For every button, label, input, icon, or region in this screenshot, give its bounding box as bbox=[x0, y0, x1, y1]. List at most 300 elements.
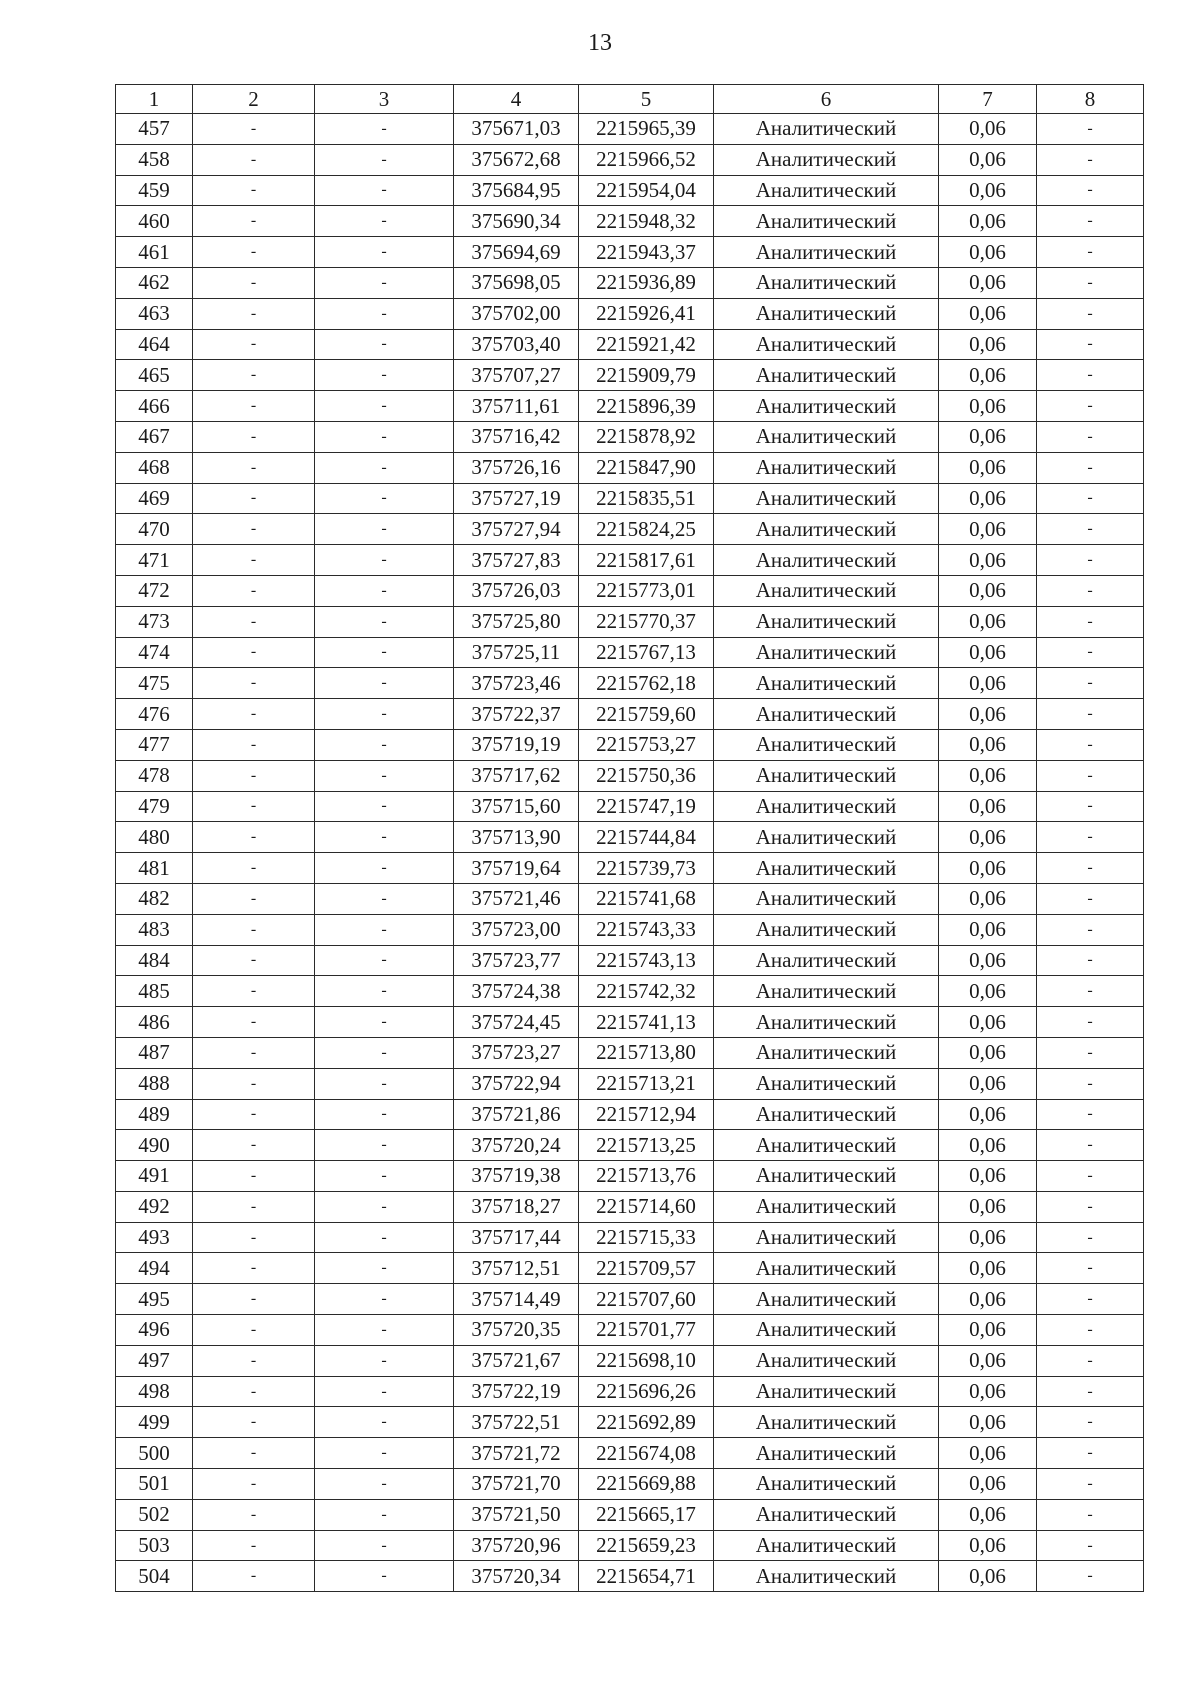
x-coordinate-cell: 375722,19 bbox=[454, 1376, 579, 1407]
table-row bbox=[116, 1161, 1144, 1192]
col3-cell: - bbox=[315, 1499, 454, 1530]
col8-cell: - bbox=[1037, 545, 1144, 576]
col8-cell: - bbox=[1037, 760, 1144, 791]
point-number-cell: 501 bbox=[116, 1469, 193, 1500]
method-cell: Аналитический bbox=[714, 668, 939, 699]
col2-cell: - bbox=[193, 298, 315, 329]
accuracy-cell: 0,06 bbox=[939, 760, 1037, 791]
col3-cell: - bbox=[315, 699, 454, 730]
x-coordinate-cell: 375721,86 bbox=[454, 1099, 579, 1130]
table-row bbox=[116, 1099, 1144, 1130]
col8-cell: - bbox=[1037, 452, 1144, 483]
col3-cell: - bbox=[315, 1130, 454, 1161]
method-cell: Аналитический bbox=[714, 883, 939, 914]
accuracy-cell: 0,06 bbox=[939, 1284, 1037, 1315]
col8-cell: - bbox=[1037, 945, 1144, 976]
table-row bbox=[116, 421, 1144, 452]
col2-cell: - bbox=[193, 329, 315, 360]
method-cell: Аналитический bbox=[714, 514, 939, 545]
x-coordinate-cell: 375698,05 bbox=[454, 267, 579, 298]
accuracy-cell: 0,06 bbox=[939, 914, 1037, 945]
x-coordinate-cell: 375711,61 bbox=[454, 391, 579, 422]
method-cell: Аналитический bbox=[714, 729, 939, 760]
col8-cell: - bbox=[1037, 1345, 1144, 1376]
col8-cell: - bbox=[1037, 1130, 1144, 1161]
table-row bbox=[116, 1376, 1144, 1407]
col2-cell: - bbox=[193, 483, 315, 514]
col8-cell: - bbox=[1037, 1222, 1144, 1253]
x-coordinate-cell: 375720,35 bbox=[454, 1315, 579, 1346]
col3-cell: - bbox=[315, 1561, 454, 1592]
col8-cell: - bbox=[1037, 729, 1144, 760]
accuracy-cell: 0,06 bbox=[939, 945, 1037, 976]
method-cell: Аналитический bbox=[714, 144, 939, 175]
accuracy-cell: 0,06 bbox=[939, 729, 1037, 760]
x-coordinate-cell: 375720,34 bbox=[454, 1561, 579, 1592]
col2-cell: - bbox=[193, 637, 315, 668]
table-row bbox=[116, 144, 1144, 175]
point-number-cell: 488 bbox=[116, 1068, 193, 1099]
y-coordinate-cell: 2215926,41 bbox=[579, 298, 714, 329]
method-cell: Аналитический bbox=[714, 1161, 939, 1192]
col2-cell: - bbox=[193, 175, 315, 206]
accuracy-cell: 0,06 bbox=[939, 175, 1037, 206]
method-cell: Аналитический bbox=[714, 945, 939, 976]
y-coordinate-cell: 2215762,18 bbox=[579, 668, 714, 699]
col8-cell: - bbox=[1037, 1376, 1144, 1407]
point-number-cell: 480 bbox=[116, 822, 193, 853]
y-coordinate-cell: 2215713,25 bbox=[579, 1130, 714, 1161]
accuracy-cell: 0,06 bbox=[939, 575, 1037, 606]
x-coordinate-cell: 375671,03 bbox=[454, 114, 579, 145]
accuracy-cell: 0,06 bbox=[939, 1037, 1037, 1068]
point-number-cell: 459 bbox=[116, 175, 193, 206]
col2-cell: - bbox=[193, 360, 315, 391]
col8-cell: - bbox=[1037, 329, 1144, 360]
table-row bbox=[116, 760, 1144, 791]
point-number-cell: 464 bbox=[116, 329, 193, 360]
col3-cell: - bbox=[315, 883, 454, 914]
accuracy-cell: 0,06 bbox=[939, 298, 1037, 329]
method-cell: Аналитический bbox=[714, 1130, 939, 1161]
header-cell: 1 bbox=[116, 85, 193, 114]
col2-cell: - bbox=[193, 945, 315, 976]
table-row bbox=[116, 822, 1144, 853]
col3-cell: - bbox=[315, 1161, 454, 1192]
x-coordinate-cell: 375713,90 bbox=[454, 822, 579, 853]
table-row bbox=[116, 329, 1144, 360]
table-row bbox=[116, 1315, 1144, 1346]
table-row bbox=[116, 668, 1144, 699]
col3-cell: - bbox=[315, 976, 454, 1007]
col2-cell: - bbox=[193, 1037, 315, 1068]
method-cell: Аналитический bbox=[714, 1561, 939, 1592]
table-row bbox=[116, 483, 1144, 514]
col3-cell: - bbox=[315, 853, 454, 884]
header-cell: 6 bbox=[714, 85, 939, 114]
y-coordinate-cell: 2215659,23 bbox=[579, 1530, 714, 1561]
method-cell: Аналитический bbox=[714, 237, 939, 268]
accuracy-cell: 0,06 bbox=[939, 791, 1037, 822]
col3-cell: - bbox=[315, 1037, 454, 1068]
x-coordinate-cell: 375714,49 bbox=[454, 1284, 579, 1315]
col8-cell: - bbox=[1037, 699, 1144, 730]
y-coordinate-cell: 2215715,33 bbox=[579, 1222, 714, 1253]
method-cell: Аналитический bbox=[714, 1438, 939, 1469]
method-cell: Аналитический bbox=[714, 699, 939, 730]
method-cell: Аналитический bbox=[714, 360, 939, 391]
col8-cell: - bbox=[1037, 1499, 1144, 1530]
accuracy-cell: 0,06 bbox=[939, 391, 1037, 422]
table-row bbox=[116, 1530, 1144, 1561]
point-number-cell: 462 bbox=[116, 267, 193, 298]
table-row bbox=[116, 1561, 1144, 1592]
table-row bbox=[116, 1469, 1144, 1500]
col2-cell: - bbox=[193, 1191, 315, 1222]
col3-cell: - bbox=[315, 606, 454, 637]
point-number-cell: 504 bbox=[116, 1561, 193, 1592]
method-cell: Аналитический bbox=[714, 1469, 939, 1500]
col3-cell: - bbox=[315, 1099, 454, 1130]
y-coordinate-cell: 2215701,77 bbox=[579, 1315, 714, 1346]
method-cell: Аналитический bbox=[714, 1253, 939, 1284]
y-coordinate-cell: 2215743,13 bbox=[579, 945, 714, 976]
y-coordinate-cell: 2215921,42 bbox=[579, 329, 714, 360]
table-row bbox=[116, 237, 1144, 268]
table-row bbox=[116, 298, 1144, 329]
accuracy-cell: 0,06 bbox=[939, 1191, 1037, 1222]
accuracy-cell: 0,06 bbox=[939, 514, 1037, 545]
point-number-cell: 467 bbox=[116, 421, 193, 452]
table-row bbox=[116, 1438, 1144, 1469]
accuracy-cell: 0,06 bbox=[939, 206, 1037, 237]
method-cell: Аналитический bbox=[714, 1530, 939, 1561]
col8-cell: - bbox=[1037, 914, 1144, 945]
table-row bbox=[116, 114, 1144, 145]
y-coordinate-cell: 2215909,79 bbox=[579, 360, 714, 391]
y-coordinate-cell: 2215741,68 bbox=[579, 883, 714, 914]
method-cell: Аналитический bbox=[714, 976, 939, 1007]
col2-cell: - bbox=[193, 1499, 315, 1530]
point-number-cell: 468 bbox=[116, 452, 193, 483]
y-coordinate-cell: 2215773,01 bbox=[579, 575, 714, 606]
point-number-cell: 486 bbox=[116, 1007, 193, 1038]
col3-cell: - bbox=[315, 637, 454, 668]
col8-cell: - bbox=[1037, 237, 1144, 268]
point-number-cell: 475 bbox=[116, 668, 193, 699]
col2-cell: - bbox=[193, 606, 315, 637]
col3-cell: - bbox=[315, 483, 454, 514]
col8-cell: - bbox=[1037, 514, 1144, 545]
x-coordinate-cell: 375721,72 bbox=[454, 1438, 579, 1469]
col3-cell: - bbox=[315, 791, 454, 822]
point-number-cell: 498 bbox=[116, 1376, 193, 1407]
y-coordinate-cell: 2215878,92 bbox=[579, 421, 714, 452]
accuracy-cell: 0,06 bbox=[939, 1469, 1037, 1500]
accuracy-cell: 0,06 bbox=[939, 1561, 1037, 1592]
method-cell: Аналитический bbox=[714, 114, 939, 145]
y-coordinate-cell: 2215713,76 bbox=[579, 1161, 714, 1192]
col8-cell: - bbox=[1037, 267, 1144, 298]
method-cell: Аналитический bbox=[714, 1376, 939, 1407]
col2-cell: - bbox=[193, 452, 315, 483]
col2-cell: - bbox=[193, 575, 315, 606]
x-coordinate-cell: 375684,95 bbox=[454, 175, 579, 206]
col3-cell: - bbox=[315, 237, 454, 268]
point-number-cell: 495 bbox=[116, 1284, 193, 1315]
table-row bbox=[116, 1284, 1144, 1315]
x-coordinate-cell: 375712,51 bbox=[454, 1253, 579, 1284]
accuracy-cell: 0,06 bbox=[939, 1499, 1037, 1530]
col2-cell: - bbox=[193, 791, 315, 822]
col3-cell: - bbox=[315, 545, 454, 576]
accuracy-cell: 0,06 bbox=[939, 1407, 1037, 1438]
col2-cell: - bbox=[193, 1469, 315, 1500]
method-cell: Аналитический bbox=[714, 575, 939, 606]
col8-cell: - bbox=[1037, 853, 1144, 884]
method-cell: Аналитический bbox=[714, 1191, 939, 1222]
table-row bbox=[116, 575, 1144, 606]
point-number-cell: 478 bbox=[116, 760, 193, 791]
accuracy-cell: 0,06 bbox=[939, 1253, 1037, 1284]
header-cell: 7 bbox=[939, 85, 1037, 114]
col2-cell: - bbox=[193, 914, 315, 945]
col3-cell: - bbox=[315, 760, 454, 791]
accuracy-cell: 0,06 bbox=[939, 1530, 1037, 1561]
table-row bbox=[116, 545, 1144, 576]
point-number-cell: 481 bbox=[116, 853, 193, 884]
point-number-cell: 499 bbox=[116, 1407, 193, 1438]
col8-cell: - bbox=[1037, 575, 1144, 606]
col3-cell: - bbox=[315, 514, 454, 545]
col8-cell: - bbox=[1037, 114, 1144, 145]
col8-cell: - bbox=[1037, 1099, 1144, 1130]
x-coordinate-cell: 375672,68 bbox=[454, 144, 579, 175]
col2-cell: - bbox=[193, 1438, 315, 1469]
header-cell: 5 bbox=[579, 85, 714, 114]
x-coordinate-cell: 375719,19 bbox=[454, 729, 579, 760]
col8-cell: - bbox=[1037, 1161, 1144, 1192]
col8-cell: - bbox=[1037, 1191, 1144, 1222]
col2-cell: - bbox=[193, 1345, 315, 1376]
accuracy-cell: 0,06 bbox=[939, 1130, 1037, 1161]
method-cell: Аналитический bbox=[714, 1068, 939, 1099]
accuracy-cell: 0,06 bbox=[939, 853, 1037, 884]
x-coordinate-cell: 375720,24 bbox=[454, 1130, 579, 1161]
accuracy-cell: 0,06 bbox=[939, 1161, 1037, 1192]
table-row bbox=[116, 1253, 1144, 1284]
point-number-cell: 490 bbox=[116, 1130, 193, 1161]
y-coordinate-cell: 2215743,33 bbox=[579, 914, 714, 945]
accuracy-cell: 0,06 bbox=[939, 1438, 1037, 1469]
accuracy-cell: 0,06 bbox=[939, 267, 1037, 298]
accuracy-cell: 0,06 bbox=[939, 1315, 1037, 1346]
table-row bbox=[116, 206, 1144, 237]
col3-cell: - bbox=[315, 945, 454, 976]
y-coordinate-cell: 2215713,21 bbox=[579, 1068, 714, 1099]
x-coordinate-cell: 375707,27 bbox=[454, 360, 579, 391]
accuracy-cell: 0,06 bbox=[939, 606, 1037, 637]
point-number-cell: 485 bbox=[116, 976, 193, 1007]
point-number-cell: 500 bbox=[116, 1438, 193, 1469]
col3-cell: - bbox=[315, 360, 454, 391]
col2-cell: - bbox=[193, 1284, 315, 1315]
method-cell: Аналитический bbox=[714, 914, 939, 945]
table-row bbox=[116, 1037, 1144, 1068]
page-number: 13 bbox=[588, 30, 612, 56]
col8-cell: - bbox=[1037, 1037, 1144, 1068]
x-coordinate-cell: 375724,45 bbox=[454, 1007, 579, 1038]
point-number-cell: 482 bbox=[116, 883, 193, 914]
col3-cell: - bbox=[315, 144, 454, 175]
col2-cell: - bbox=[193, 1068, 315, 1099]
col3-cell: - bbox=[315, 822, 454, 853]
col2-cell: - bbox=[193, 1007, 315, 1038]
col3-cell: - bbox=[315, 914, 454, 945]
accuracy-cell: 0,06 bbox=[939, 637, 1037, 668]
accuracy-cell: 0,06 bbox=[939, 1099, 1037, 1130]
accuracy-cell: 0,06 bbox=[939, 421, 1037, 452]
accuracy-cell: 0,06 bbox=[939, 1068, 1037, 1099]
x-coordinate-cell: 375722,51 bbox=[454, 1407, 579, 1438]
accuracy-cell: 0,06 bbox=[939, 360, 1037, 391]
accuracy-cell: 0,06 bbox=[939, 976, 1037, 1007]
point-number-cell: 470 bbox=[116, 514, 193, 545]
accuracy-cell: 0,06 bbox=[939, 1345, 1037, 1376]
x-coordinate-cell: 375721,67 bbox=[454, 1345, 579, 1376]
point-number-cell: 489 bbox=[116, 1099, 193, 1130]
col3-cell: - bbox=[315, 175, 454, 206]
col8-cell: - bbox=[1037, 144, 1144, 175]
method-cell: Аналитический bbox=[714, 545, 939, 576]
y-coordinate-cell: 2215824,25 bbox=[579, 514, 714, 545]
col2-cell: - bbox=[193, 1376, 315, 1407]
col2-cell: - bbox=[193, 114, 315, 145]
y-coordinate-cell: 2215654,71 bbox=[579, 1561, 714, 1592]
y-coordinate-cell: 2215742,32 bbox=[579, 976, 714, 1007]
method-cell: Аналитический bbox=[714, 483, 939, 514]
table-row bbox=[116, 791, 1144, 822]
col8-cell: - bbox=[1037, 175, 1144, 206]
col3-cell: - bbox=[315, 729, 454, 760]
point-number-cell: 503 bbox=[116, 1530, 193, 1561]
col2-cell: - bbox=[193, 237, 315, 268]
accuracy-cell: 0,06 bbox=[939, 1222, 1037, 1253]
col2-cell: - bbox=[193, 699, 315, 730]
y-coordinate-cell: 2215753,27 bbox=[579, 729, 714, 760]
x-coordinate-cell: 375717,62 bbox=[454, 760, 579, 791]
col3-cell: - bbox=[315, 391, 454, 422]
table-row bbox=[116, 945, 1144, 976]
col8-cell: - bbox=[1037, 883, 1144, 914]
col2-cell: - bbox=[193, 545, 315, 576]
col8-cell: - bbox=[1037, 206, 1144, 237]
y-coordinate-cell: 2215847,90 bbox=[579, 452, 714, 483]
x-coordinate-cell: 375726,16 bbox=[454, 452, 579, 483]
x-coordinate-cell: 375721,70 bbox=[454, 1469, 579, 1500]
col8-cell: - bbox=[1037, 1253, 1144, 1284]
col8-cell: - bbox=[1037, 1284, 1144, 1315]
point-number-cell: 472 bbox=[116, 575, 193, 606]
col2-cell: - bbox=[193, 1222, 315, 1253]
col3-cell: - bbox=[315, 1438, 454, 1469]
y-coordinate-cell: 2215707,60 bbox=[579, 1284, 714, 1315]
x-coordinate-cell: 375718,27 bbox=[454, 1191, 579, 1222]
col2-cell: - bbox=[193, 1561, 315, 1592]
table-row bbox=[116, 514, 1144, 545]
y-coordinate-cell: 2215750,36 bbox=[579, 760, 714, 791]
table-row bbox=[116, 637, 1144, 668]
col3-cell: - bbox=[315, 298, 454, 329]
point-number-cell: 492 bbox=[116, 1191, 193, 1222]
point-number-cell: 477 bbox=[116, 729, 193, 760]
table-row bbox=[116, 1345, 1144, 1376]
point-number-cell: 502 bbox=[116, 1499, 193, 1530]
col3-cell: - bbox=[315, 1345, 454, 1376]
col3-cell: - bbox=[315, 575, 454, 606]
point-number-cell: 471 bbox=[116, 545, 193, 576]
method-cell: Аналитический bbox=[714, 853, 939, 884]
y-coordinate-cell: 2215713,80 bbox=[579, 1037, 714, 1068]
method-cell: Аналитический bbox=[714, 391, 939, 422]
table-row bbox=[116, 606, 1144, 637]
col8-cell: - bbox=[1037, 421, 1144, 452]
table-row bbox=[116, 1068, 1144, 1099]
col3-cell: - bbox=[315, 267, 454, 298]
x-coordinate-cell: 375723,46 bbox=[454, 668, 579, 699]
x-coordinate-cell: 375720,96 bbox=[454, 1530, 579, 1561]
col3-cell: - bbox=[315, 1469, 454, 1500]
x-coordinate-cell: 375719,64 bbox=[454, 853, 579, 884]
x-coordinate-cell: 375727,94 bbox=[454, 514, 579, 545]
table-row bbox=[116, 976, 1144, 1007]
method-cell: Аналитический bbox=[714, 1222, 939, 1253]
x-coordinate-cell: 375725,80 bbox=[454, 606, 579, 637]
point-number-cell: 463 bbox=[116, 298, 193, 329]
accuracy-cell: 0,06 bbox=[939, 144, 1037, 175]
point-number-cell: 457 bbox=[116, 114, 193, 145]
col8-cell: - bbox=[1037, 391, 1144, 422]
method-cell: Аналитический bbox=[714, 1407, 939, 1438]
table-row bbox=[116, 914, 1144, 945]
point-number-cell: 458 bbox=[116, 144, 193, 175]
x-coordinate-cell: 375727,83 bbox=[454, 545, 579, 576]
method-cell: Аналитический bbox=[714, 421, 939, 452]
point-number-cell: 460 bbox=[116, 206, 193, 237]
col2-cell: - bbox=[193, 1315, 315, 1346]
col2-cell: - bbox=[193, 514, 315, 545]
col2-cell: - bbox=[193, 144, 315, 175]
y-coordinate-cell: 2215712,94 bbox=[579, 1099, 714, 1130]
method-cell: Аналитический bbox=[714, 791, 939, 822]
x-coordinate-cell: 375702,00 bbox=[454, 298, 579, 329]
accuracy-cell: 0,06 bbox=[939, 1376, 1037, 1407]
point-number-cell: 473 bbox=[116, 606, 193, 637]
col3-cell: - bbox=[315, 1253, 454, 1284]
x-coordinate-cell: 375723,00 bbox=[454, 914, 579, 945]
accuracy-cell: 0,06 bbox=[939, 668, 1037, 699]
point-number-cell: 476 bbox=[116, 699, 193, 730]
table-row bbox=[116, 267, 1144, 298]
col3-cell: - bbox=[315, 421, 454, 452]
y-coordinate-cell: 2215741,13 bbox=[579, 1007, 714, 1038]
point-number-cell: 491 bbox=[116, 1161, 193, 1192]
point-number-cell: 493 bbox=[116, 1222, 193, 1253]
col8-cell: - bbox=[1037, 1469, 1144, 1500]
x-coordinate-cell: 375715,60 bbox=[454, 791, 579, 822]
y-coordinate-cell: 2215954,04 bbox=[579, 175, 714, 206]
point-number-cell: 465 bbox=[116, 360, 193, 391]
